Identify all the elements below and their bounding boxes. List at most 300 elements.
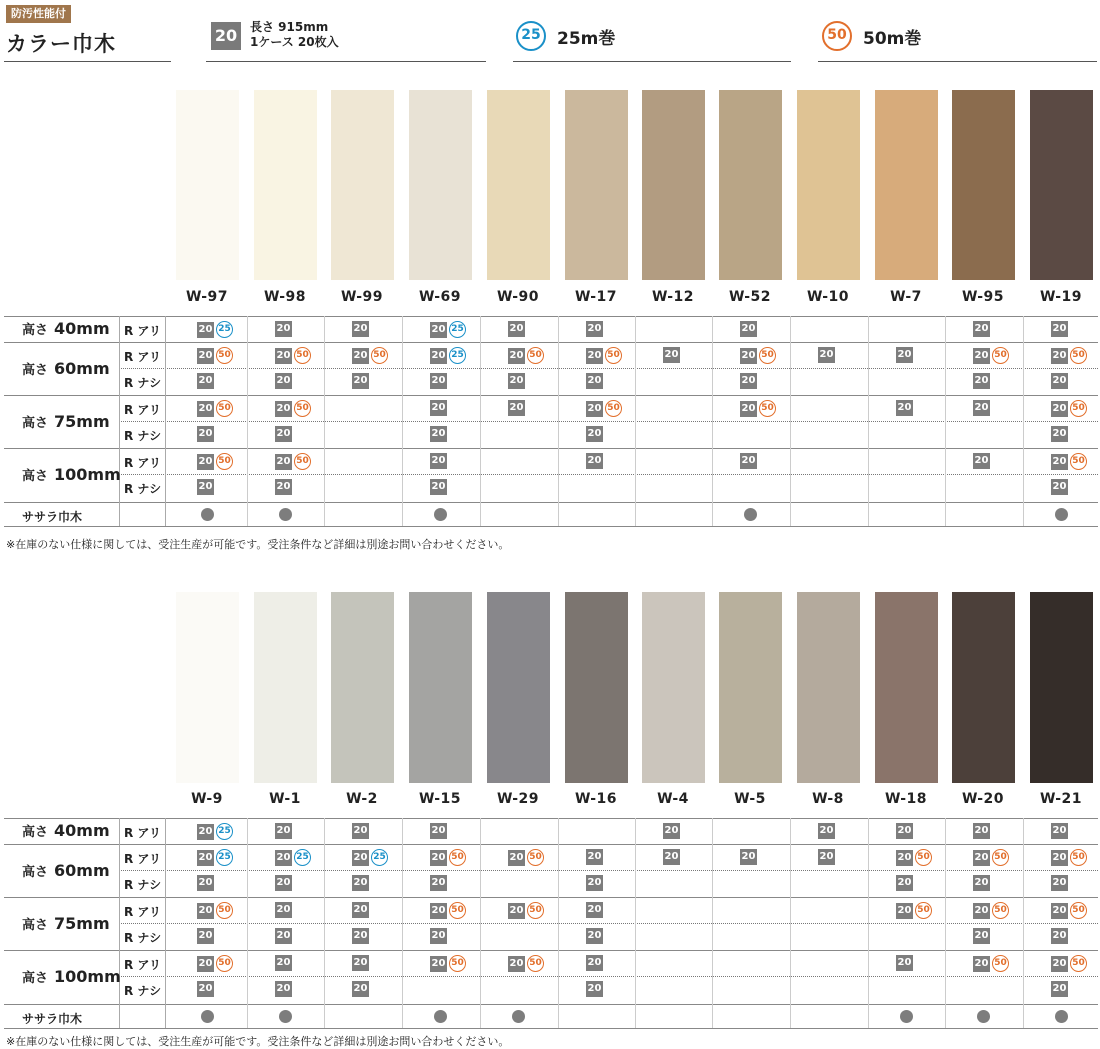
availability-mark <box>740 849 757 865</box>
case-pack-spec <box>250 20 339 50</box>
roll-50-icon: 50 <box>915 849 932 866</box>
availability-mark <box>1051 426 1068 442</box>
case-20-icon: 20 <box>973 850 990 866</box>
sasara-available-dot <box>1055 1010 1068 1023</box>
availability-mark <box>1051 479 1068 495</box>
case-20-icon: 20 <box>973 453 990 469</box>
color-swatch <box>952 90 1015 280</box>
case-20-icon: 20 <box>197 875 214 891</box>
roll-50-icon: 50 <box>915 902 932 919</box>
availability-mark <box>973 902 1009 919</box>
color-code: W-16 <box>574 791 618 807</box>
color-code: W-2 <box>346 791 378 807</box>
roll-50-icon: 50 <box>294 453 311 470</box>
row-height-label <box>22 359 110 378</box>
availability-mark <box>586 347 622 364</box>
color-code: W-1 <box>269 791 301 807</box>
color-code: W-10 <box>806 289 850 305</box>
availability-mark <box>818 347 835 363</box>
case-20-icon: 20 <box>586 875 603 891</box>
case-20-icon: 20 <box>586 426 603 442</box>
table-col-rule <box>1023 316 1024 526</box>
sasara-label: ササラ巾木 <box>22 510 83 524</box>
roll-50-icon: 50 <box>216 453 233 470</box>
dot-icon <box>201 508 214 521</box>
color-code: W-8 <box>812 791 844 807</box>
case-20-icon: 20 <box>1051 321 1068 337</box>
case-20-icon: 20 <box>586 321 603 337</box>
availability-mark <box>275 875 292 891</box>
table-col-rule <box>165 818 166 1028</box>
case-20-icon: 20 <box>430 400 447 416</box>
case-20-icon: 20 <box>352 955 369 971</box>
case-20-icon: 20 <box>1051 875 1068 891</box>
case-20-icon: 20 <box>1051 956 1068 972</box>
case-20-icon: 20 <box>508 850 525 866</box>
case-20-icon: 20 <box>508 903 525 919</box>
height-value: 40mm <box>54 821 110 840</box>
availability-mark <box>430 347 466 364</box>
availability-mark <box>197 479 214 495</box>
availability-mark <box>352 321 369 337</box>
roll-50-icon: 50 <box>294 347 311 364</box>
case-20-icon: 20 <box>430 823 447 839</box>
case-20-icon: 20 <box>508 321 525 337</box>
case-20-icon: 20 <box>352 981 369 997</box>
availability-mark <box>430 875 447 891</box>
case-20-icon: 20 <box>1051 981 1068 997</box>
color-swatch <box>642 90 705 280</box>
availability-mark <box>818 823 835 839</box>
availability-mark <box>275 400 311 417</box>
availability-mark <box>1051 823 1068 839</box>
availability-mark <box>197 928 214 944</box>
dot-icon <box>744 508 757 521</box>
color-swatch <box>719 592 782 783</box>
case-20-icon: 20 <box>352 928 369 944</box>
availability-mark <box>740 400 776 417</box>
table-rule <box>4 818 1098 819</box>
case-pack-icon: 20 <box>211 22 241 50</box>
table-rule <box>4 395 1098 396</box>
table-col-rule <box>247 316 248 526</box>
roll-50m-icon: 50 <box>822 21 852 51</box>
availability-mark <box>586 902 603 918</box>
roll-50-icon: 50 <box>449 955 466 972</box>
availability-mark <box>740 347 776 364</box>
roll-50-icon: 50 <box>992 849 1009 866</box>
case-20-icon: 20 <box>275 454 292 470</box>
table-rule <box>4 844 1098 845</box>
case-20-icon: 20 <box>275 426 292 442</box>
color-swatch <box>1030 90 1093 280</box>
availability-mark <box>1051 902 1087 919</box>
case-20-icon: 20 <box>275 955 292 971</box>
table-rule <box>4 448 1098 449</box>
availability-mark <box>197 426 214 442</box>
case-20-icon: 20 <box>973 321 990 337</box>
availability-mark <box>275 347 311 364</box>
availability-mark <box>1051 981 1068 997</box>
row-type-label: R アリ <box>124 456 161 470</box>
height-value: 75mm <box>54 913 110 933</box>
roll-50m-label: 50m巻 <box>863 29 922 49</box>
case-20-icon: 20 <box>430 956 447 972</box>
row-type-label: R ナシ <box>124 984 162 998</box>
availability-mark <box>197 849 233 866</box>
pack-quantity: 1ケース 20枚入 <box>250 35 339 49</box>
color-swatch <box>487 90 550 280</box>
availability-mark <box>430 453 447 469</box>
availability-mark <box>430 955 466 972</box>
case-20-icon: 20 <box>508 373 525 389</box>
case-20-icon: 20 <box>1051 479 1068 495</box>
availability-mark <box>197 875 214 891</box>
dot-icon <box>977 1010 990 1023</box>
row-type-label: R アリ <box>124 852 161 866</box>
table-col-rule <box>558 316 559 526</box>
dot-icon <box>434 508 447 521</box>
case-20-icon: 20 <box>352 321 369 337</box>
availability-mark <box>430 373 447 389</box>
availability-mark <box>352 928 369 944</box>
case-20-icon: 20 <box>1051 373 1068 389</box>
roll-50-icon: 50 <box>759 347 776 364</box>
case-20-icon: 20 <box>275 348 292 364</box>
roll-50-icon: 50 <box>449 902 466 919</box>
case-20-icon: 20 <box>663 823 680 839</box>
roll-50-icon: 50 <box>992 902 1009 919</box>
table-col-rule <box>480 818 481 1028</box>
color-code: W-18 <box>884 791 928 807</box>
height-word: 高さ <box>22 825 49 840</box>
availability-mark <box>508 400 525 416</box>
case-20-icon: 20 <box>508 400 525 416</box>
availability-mark <box>508 849 544 866</box>
case-20-icon: 20 <box>1051 454 1068 470</box>
roll-50-icon: 50 <box>216 347 233 364</box>
color-swatch <box>254 592 317 783</box>
row-type-label: R ナシ <box>124 931 162 945</box>
case-20-icon: 20 <box>586 981 603 997</box>
sasara-available-dot <box>512 1010 525 1023</box>
table-rule <box>4 1004 1098 1005</box>
roll-25m-label: 25m巻 <box>557 29 616 49</box>
table-rule <box>4 526 1098 527</box>
height-value: 75mm <box>54 411 110 431</box>
case-20-icon: 20 <box>197 322 214 338</box>
availability-mark <box>896 849 932 866</box>
availability-mark <box>275 453 311 470</box>
case-20-icon: 20 <box>663 849 680 865</box>
case-20-icon: 20 <box>352 823 369 839</box>
pack-underline <box>206 61 486 62</box>
height-value: 100mm <box>54 967 121 986</box>
table-rule <box>4 1028 1098 1029</box>
case-20-icon: 20 <box>430 426 447 442</box>
color-swatch <box>642 592 705 783</box>
availability-mark <box>197 321 233 338</box>
roll-25-icon: 25 <box>449 347 466 364</box>
color-swatch <box>565 90 628 280</box>
availability-mark <box>973 875 990 891</box>
roll-50-icon: 50 <box>1070 347 1087 364</box>
case-20-icon: 20 <box>197 981 214 997</box>
table-rule <box>4 342 1098 343</box>
sasara-available-dot <box>201 508 214 521</box>
roll-50-icon: 50 <box>759 400 776 417</box>
availability-mark <box>352 823 369 839</box>
height-value: 60mm <box>54 860 110 880</box>
case-20-icon: 20 <box>352 850 369 866</box>
table-col-rule <box>868 316 869 526</box>
availability-mark <box>973 849 1009 866</box>
roll-50-icon: 50 <box>449 849 466 866</box>
availability-mark <box>896 902 932 919</box>
case-20-icon: 20 <box>275 823 292 839</box>
availability-mark <box>197 347 233 364</box>
availability-mark <box>896 347 913 363</box>
case-20-icon: 20 <box>197 824 214 840</box>
color-swatch <box>1030 592 1093 783</box>
roll-50-icon: 50 <box>992 347 1009 364</box>
availability-mark <box>1051 955 1087 972</box>
case-20-icon: 20 <box>197 928 214 944</box>
height-word: 高さ <box>22 323 49 338</box>
roll-50-icon: 50 <box>1070 400 1087 417</box>
availability-mark <box>1051 453 1087 470</box>
roll25-underline <box>513 61 791 62</box>
case-20-icon: 20 <box>663 347 680 363</box>
table-col-rule <box>712 818 713 1028</box>
color-code: W-97 <box>185 289 229 305</box>
table-dotted-rule <box>119 474 1098 475</box>
roll-50-icon: 50 <box>216 400 233 417</box>
color-code: W-17 <box>574 289 618 305</box>
case-20-icon: 20 <box>352 348 369 364</box>
case-20-icon: 20 <box>1051 401 1068 417</box>
availability-mark <box>586 400 622 417</box>
availability-mark <box>1051 875 1068 891</box>
case-20-icon: 20 <box>352 875 369 891</box>
case-20-icon: 20 <box>586 955 603 971</box>
availability-mark <box>508 902 544 919</box>
case-20-icon: 20 <box>430 850 447 866</box>
dot-icon <box>900 1010 913 1023</box>
case-20-icon: 20 <box>740 373 757 389</box>
case-20-icon: 20 <box>740 321 757 337</box>
table-col-rule <box>635 818 636 1028</box>
availability-mark <box>586 955 603 971</box>
color-swatch <box>875 592 938 783</box>
case-20-icon: 20 <box>197 850 214 866</box>
table-col-rule <box>790 316 791 526</box>
case-20-icon: 20 <box>896 955 913 971</box>
color-swatch <box>719 90 782 280</box>
availability-mark <box>586 875 603 891</box>
table-col-rule <box>402 316 403 526</box>
availability-mark <box>740 373 757 389</box>
table-col-rule <box>712 316 713 526</box>
color-swatch <box>797 592 860 783</box>
color-swatch <box>797 90 860 280</box>
availability-mark <box>352 373 369 389</box>
case-20-icon: 20 <box>430 373 447 389</box>
case-20-icon: 20 <box>275 875 292 891</box>
availability-mark <box>275 955 292 971</box>
availability-mark <box>1051 373 1068 389</box>
color-swatch <box>952 592 1015 783</box>
sasara-available-dot <box>434 1010 447 1023</box>
dot-icon <box>279 1010 292 1023</box>
availability-mark <box>896 823 913 839</box>
table-col-rule <box>480 316 481 526</box>
availability-mark <box>352 902 369 918</box>
case-20-icon: 20 <box>430 928 447 944</box>
table-col-rule <box>324 316 325 526</box>
height-word: 高さ <box>22 469 49 484</box>
color-swatch <box>409 592 472 783</box>
table-dotted-rule <box>119 870 1098 871</box>
color-code: W-21 <box>1039 791 1083 807</box>
sasara-available-dot <box>279 508 292 521</box>
case-20-icon: 20 <box>586 348 603 364</box>
availability-mark <box>508 373 525 389</box>
availability-mark <box>973 400 990 416</box>
table-dotted-rule <box>119 421 1098 422</box>
color-swatch <box>331 90 394 280</box>
table-col-rule <box>165 316 166 526</box>
height-word: 高さ <box>22 415 49 431</box>
color-swatch <box>409 90 472 280</box>
case-20-icon: 20 <box>740 401 757 417</box>
case-20-icon: 20 <box>586 928 603 944</box>
case-20-icon: 20 <box>973 956 990 972</box>
case-20-icon: 20 <box>1051 850 1068 866</box>
case-20-icon: 20 <box>896 850 913 866</box>
table-col-rule <box>558 818 559 1028</box>
case-20-icon: 20 <box>197 401 214 417</box>
availability-mark <box>430 823 447 839</box>
height-word: 高さ <box>22 362 49 378</box>
sasara-available-dot <box>434 508 447 521</box>
table-rule <box>4 316 1098 317</box>
case-20-icon: 20 <box>586 849 603 865</box>
availability-mark <box>663 849 680 865</box>
case-20-icon: 20 <box>1051 928 1068 944</box>
case-20-icon: 20 <box>896 875 913 891</box>
case-20-icon: 20 <box>818 347 835 363</box>
height-word: 高さ <box>22 917 49 933</box>
availability-mark <box>430 849 466 866</box>
dot-icon <box>434 1010 447 1023</box>
table-dotted-rule <box>119 976 1098 977</box>
availability-mark <box>508 347 544 364</box>
roll-50-icon: 50 <box>216 902 233 919</box>
availability-mark <box>275 981 292 997</box>
availability-mark <box>973 373 990 389</box>
availability-mark <box>352 849 388 866</box>
page-title: カラー巾木 <box>6 32 116 56</box>
color-swatch <box>331 592 394 783</box>
availability-mark <box>508 321 525 337</box>
case-20-icon: 20 <box>430 875 447 891</box>
availability-mark <box>197 823 233 840</box>
case-20-icon: 20 <box>508 348 525 364</box>
case-20-icon: 20 <box>275 479 292 495</box>
color-code: W-7 <box>890 289 922 305</box>
color-code: W-19 <box>1039 289 1083 305</box>
table-col-rule <box>119 316 120 526</box>
availability-mark <box>430 902 466 919</box>
sasara-label: ササラ巾木 <box>22 1012 83 1026</box>
color-swatch <box>487 592 550 783</box>
table-rule <box>4 950 1098 951</box>
roll-50-icon: 50 <box>527 902 544 919</box>
availability-mark <box>275 321 292 337</box>
table-col-rule <box>324 818 325 1028</box>
case-20-icon: 20 <box>896 903 913 919</box>
roll-50-icon: 50 <box>605 347 622 364</box>
roll-50-icon: 50 <box>527 849 544 866</box>
availability-mark <box>275 823 292 839</box>
case-20-icon: 20 <box>818 849 835 865</box>
availability-mark <box>663 347 680 363</box>
color-swatch <box>176 90 239 280</box>
case-20-icon: 20 <box>430 479 447 495</box>
height-word: 高さ <box>22 864 49 880</box>
case-20-icon: 20 <box>197 348 214 364</box>
color-code: W-99 <box>340 289 384 305</box>
case-20-icon: 20 <box>197 454 214 470</box>
roll-50-icon: 50 <box>527 347 544 364</box>
case-20-icon: 20 <box>740 849 757 865</box>
case-20-icon: 20 <box>818 823 835 839</box>
case-20-icon: 20 <box>1051 823 1068 839</box>
availability-mark <box>275 849 311 866</box>
availability-mark <box>197 453 233 470</box>
case-20-icon: 20 <box>586 373 603 389</box>
color-swatch <box>254 90 317 280</box>
roll-50-icon: 50 <box>216 955 233 972</box>
availability-mark <box>275 902 292 918</box>
row-height-label <box>22 412 110 431</box>
case-20-icon: 20 <box>508 956 525 972</box>
case-20-icon: 20 <box>586 902 603 918</box>
case-20-icon: 20 <box>275 928 292 944</box>
availability-mark <box>197 955 233 972</box>
case-20-icon: 20 <box>197 426 214 442</box>
row-type-label: R ナシ <box>124 482 162 496</box>
roll-25-icon: 25 <box>216 321 233 338</box>
availability-mark <box>197 981 214 997</box>
row-type-label: R アリ <box>124 324 161 338</box>
table-col-rule <box>790 818 791 1028</box>
case-20-icon: 20 <box>275 321 292 337</box>
table-col-rule <box>402 818 403 1028</box>
row-type-label: R ナシ <box>124 878 162 892</box>
color-code: W-29 <box>496 791 540 807</box>
case-20-icon: 20 <box>973 400 990 416</box>
availability-mark <box>1051 347 1087 364</box>
availability-mark <box>430 928 447 944</box>
case-20-icon: 20 <box>275 373 292 389</box>
row-height-label <box>22 319 110 338</box>
availability-mark <box>1051 400 1087 417</box>
availability-mark <box>663 823 680 839</box>
case-20-icon: 20 <box>275 981 292 997</box>
table-rule <box>4 502 1098 503</box>
